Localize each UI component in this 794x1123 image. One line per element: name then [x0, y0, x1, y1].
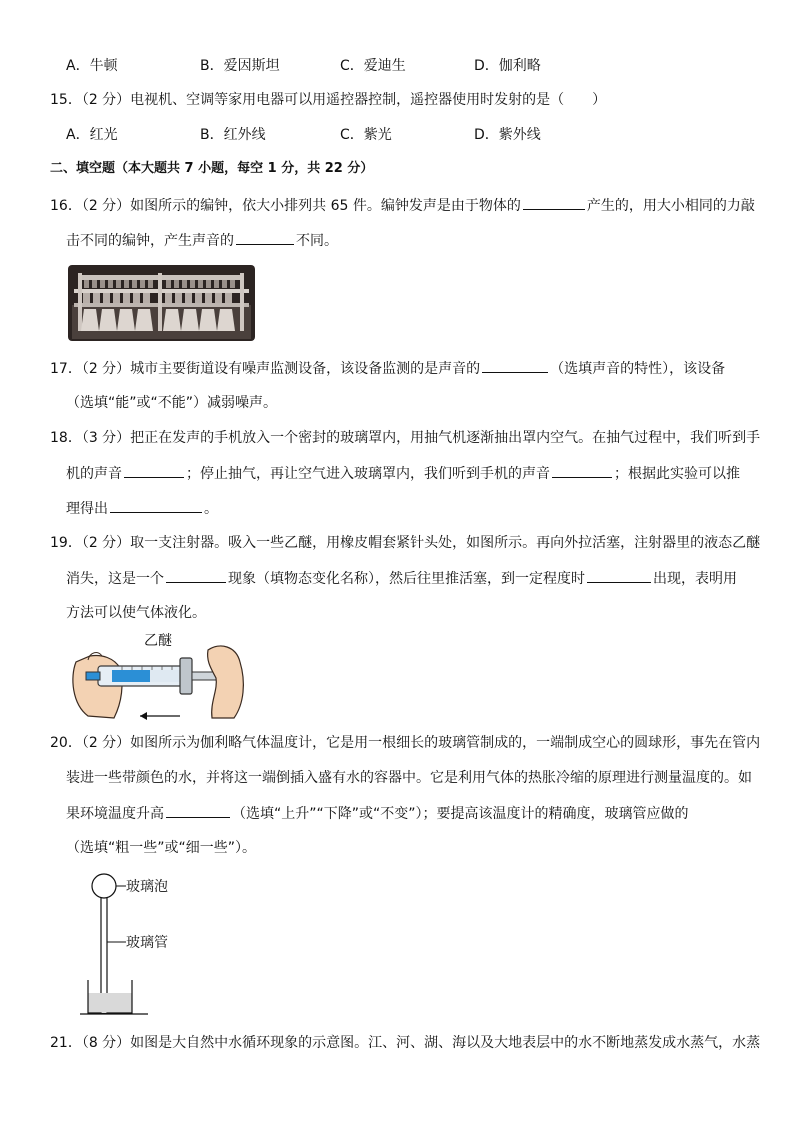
q14-option-a: A．牛顿	[66, 58, 118, 74]
q14-option-c: C．爱迪生	[340, 58, 406, 74]
q20-blank-1[interactable]	[166, 803, 230, 818]
q15-option-a: A．红光	[66, 127, 118, 143]
q16-text-1b: 产生的，用大小相同的力敲	[586, 198, 755, 214]
q15-option-b: B．红外线	[200, 127, 266, 143]
q20-line4: （选填“粗一些”或“细一些”）。	[66, 840, 257, 856]
q19-text-2a: 消失，这是一个	[66, 571, 164, 587]
q19-line2	[66, 568, 737, 589]
q20-line3	[66, 803, 689, 824]
q20-text-3a: 果环境温度升高	[66, 806, 164, 822]
q16-blank-1[interactable]	[523, 195, 585, 210]
ether-label: 乙醚	[144, 633, 172, 649]
q14-option-b: B．爱因斯坦	[200, 58, 280, 74]
q21-line1: 21．（8 分）如图是大自然中水循环现象的示意图。江、河、湖、海以及大地表层中的水不断地蒸发成水蒸气，水蒸	[50, 1035, 761, 1051]
bulb-label: 玻璃泡	[126, 879, 168, 895]
q17-text-1b: （选填声音的特性），该设备	[550, 361, 726, 377]
q16-text-2b: 不同。	[296, 233, 338, 249]
q16-line2	[66, 230, 338, 251]
q19-blank-1[interactable]	[166, 568, 226, 583]
q19-line3: 方法可以使气体液化。	[66, 605, 206, 621]
chime-bells-image	[68, 265, 255, 341]
q17-line2: （选填“能”或“不能”）减弱噪声。	[66, 395, 278, 411]
q17-blank-1[interactable]	[482, 358, 548, 373]
q20-line1: 20．（2 分）如图所示为伽利略气体温度计，它是用一根细长的玻璃管制成的，一端制成空心的圆球形，事先在管内	[50, 735, 761, 751]
q14-option-d: D．伽利略	[474, 58, 541, 74]
q18-line1: 18．（3 分）把正在发声的手机放入一个密封的玻璃罩内，用抽气机逐渐抽出罩内空气。在抽气过程中，我们听到手	[50, 430, 761, 446]
q18-text-3a: 理得出	[66, 501, 108, 517]
q15-option-d: D．紫外线	[474, 127, 541, 143]
q16-text-2a: 击不同的编钟，产生声音的	[66, 233, 234, 249]
q18-text-2b: ；停止抽气，再让空气进入玻璃罩内，我们听到手机的声音	[186, 466, 550, 482]
q17-line1	[50, 358, 725, 379]
q19-text-2c: 出现，表明用	[653, 571, 737, 587]
q18-text-3b: 。	[204, 501, 218, 517]
q19-text-2b: 现象（填物态变化名称），然后往里推活塞，到一定程度时	[228, 571, 585, 587]
q18-text-2a: 机的声音	[66, 466, 122, 482]
q20-line2: 装进一些带颜色的水，并将这一端倒插入盛有水的容器中。它是利用气体的热胀冷缩的原理进行测量温度的。如	[66, 770, 752, 786]
q18-blank-1[interactable]	[124, 463, 184, 478]
q16-blank-2[interactable]	[236, 230, 294, 245]
q19-line1: 19．（2 分）取一支注射器。吸入一些乙醚，用橡皮帽套紧针头处，如图所示。再向外拉活塞，注射器里的液态乙醚	[50, 535, 761, 551]
q15-stem: 15．（2 分）电视机、空调等家用电器可以用遥控器控制，遥控器使用时发射的是（ ）	[50, 92, 607, 108]
q16-line1	[50, 195, 755, 216]
syringe-figure	[68, 632, 248, 722]
q15-option-c: C．紫光	[340, 127, 392, 143]
q20-text-3b: （选填“上升”“下降”或“不变”）；要提高该温度计的精确度，玻璃管应做的	[232, 806, 689, 822]
tube-label: 玻璃管	[126, 935, 168, 951]
q18-text-2c: ；根据此实验可以推	[614, 466, 740, 482]
q18-blank-2[interactable]	[552, 463, 612, 478]
q17-text-1a: 17．（2 分）城市主要街道设有噪声监测设备，该设备监测的是声音的	[50, 361, 481, 377]
q16-text-1a: 16．（2 分）如图所示的编钟，依大小排列共 65 件。编钟发声是由于物体的	[50, 198, 521, 214]
q18-line3	[66, 498, 218, 519]
q19-blank-2[interactable]	[587, 568, 651, 583]
q18-blank-3[interactable]	[110, 498, 202, 513]
q18-line2	[66, 463, 740, 484]
galileo-thermometer-figure	[80, 868, 220, 1018]
section-title: 二、填空题（本大题共 7 小题，每空 1 分，共 22 分）	[50, 161, 374, 176]
